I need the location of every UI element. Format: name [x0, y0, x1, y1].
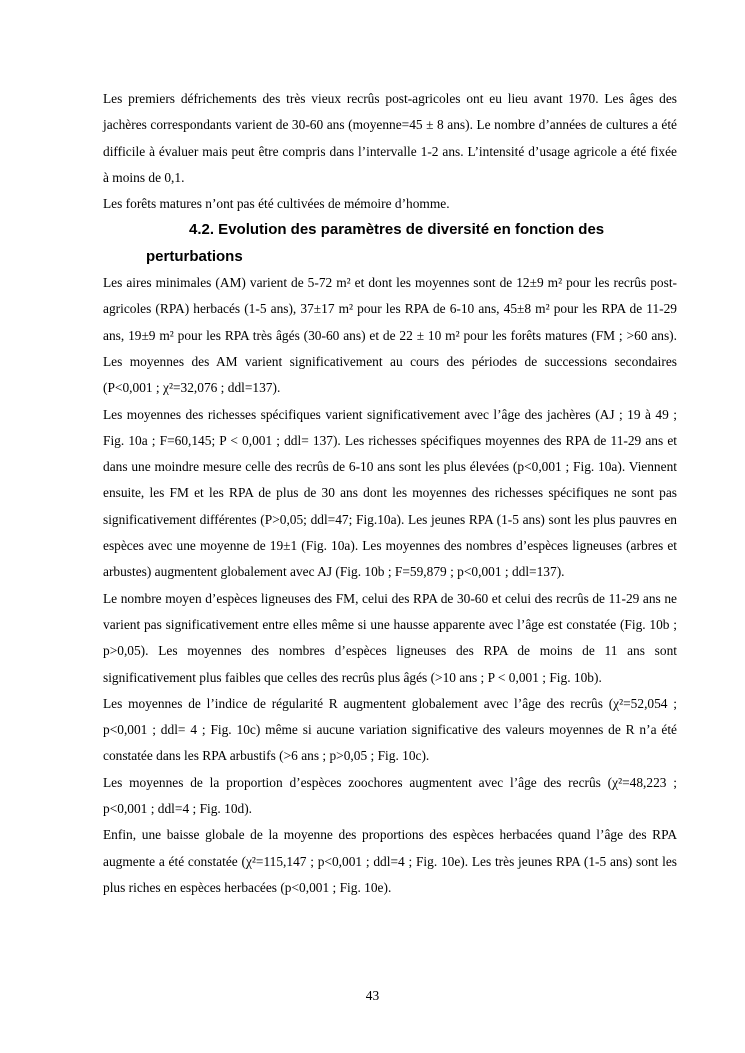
paragraph-regularity-index: Les moyennes de l’indice de régularité R augmentent globalement avec l’âge des recrûs (χ²=52,054 ; p<0,001 ; ddl= 4 ; Fig. 10c) même si aucune variation significative des valeurs moyennes de R n’a été constatée dans les RPA arbustifs (>6 ans ; p>0,05 ; Fig. 10c).: [103, 695, 677, 764]
page-body: [103, 86, 677, 901]
paragraph-minimal-areas: Les aires minimales (AM) varient de 5-72 m² et dont les moyennes sont de 12±9 m² pour les recrûs post-agricoles (RPA) herbacés (1-5 ans), 37±17 m² pour les RPA de 6-10 ans, 45±8 m² pour les RPA de 11-29 ans, 19±9 m² pour les RPA très âgés (30-60 ans) et de 22 ± 10 m² pour les forêts matures (FM ; >60 ans). Les moyennes des AM varient significativement au cours des périodes de successions secondaires (P<0,001 ; χ²=32,076 ; ddl=137).: [103, 275, 677, 396]
section-heading-line2: perturbations: [146, 247, 243, 265]
section-heading-line1: 4.2. Evolution des paramètres de diversité en fonction des: [189, 221, 605, 239]
paragraph-herbaceous-species: Enfin, une baisse globale de la moyenne des proportions des espèces herbacées quand l’âge des RPA augmente a été constatée (χ²=115,147 ; p<0,001 ; ddl=4 ; Fig. 10e). Les très jeunes RPA (1-5 ans) sont les plus riches en espèces herbacées (p<0,001 ; Fig. 10e).: [103, 827, 677, 895]
paragraph-fallow-clearing: Les premiers défrichements des très vieux recrûs post-agricoles ont eu lieu avant 1970. Les âges des jachères correspondants varient de 30-60 ans (moyenne=45 ± 8 ans). Le nombre d’années de cultures a été difficile à évaluer mais peut être compris dans l’intervalle 1-2 ans. L’intensité d’usage agricole a été fixée à moins de 0,1.: [103, 91, 677, 185]
paragraph-species-richness: Les moyennes des richesses spécifiques varient significativement avec l’âge des jachères (AJ ; 19 à 49 ; Fig. 10a ; F=60,145; P < 0,001 ; ddl= 137). Les richesses spécifiques moyennes des RPA de 11-29 ans et dans une moindre mesure celle des recrûs de 6-10 ans sont les plus élevées (p<0,001 ; Fig. 10a). Viennent ensuite, les FM et les RPA de plus de 30 ans dont les moyennes des richesses spécifiques ne sont pas significativement différentes (P>0,05; ddl=47; Fig.10a). Les jeunes RPA (1-5 ans) sont les plus pauvres en espèces avec une moyenne de 19±1 (Fig. 10a). Les moyennes des nombres d’espèces ligneuses (arbres et arbustes) augmentent globalement avec AJ (Fig. 10b ; F=59,879 ; p<0,001 ; ddl=137).: [103, 406, 677, 580]
paragraph-mature-forests: Les forêts matures n’ont pas été cultivées de mémoire d’homme.: [103, 196, 450, 212]
page-number: 43: [365, 988, 380, 1003]
paragraph-woody-species: Le nombre moyen d’espèces ligneuses des FM, celui des RPA de 30-60 et celui des recrûs de 11-29 ans ne varient pas significativement entre elles même si une hausse apparente avec l’âge est constatée (Fig. 10b ; p>0,05). Les moyennes des nombres d’espèces ligneuses des RPA de moins de 11 ans sont significativement plus faibles que celles des recrûs plus âgés (>10 ans ; P < 0,001 ; Fig. 10b).: [103, 590, 677, 685]
section-heading: [103, 217, 677, 270]
paragraph-zoochorous-species: Les moyennes de la proportion d’espèces zoochores augmentent avec l’âge des recrûs (χ²=48,223 ; p<0,001 ; ddl=4 ; Fig. 10d).: [103, 774, 677, 817]
